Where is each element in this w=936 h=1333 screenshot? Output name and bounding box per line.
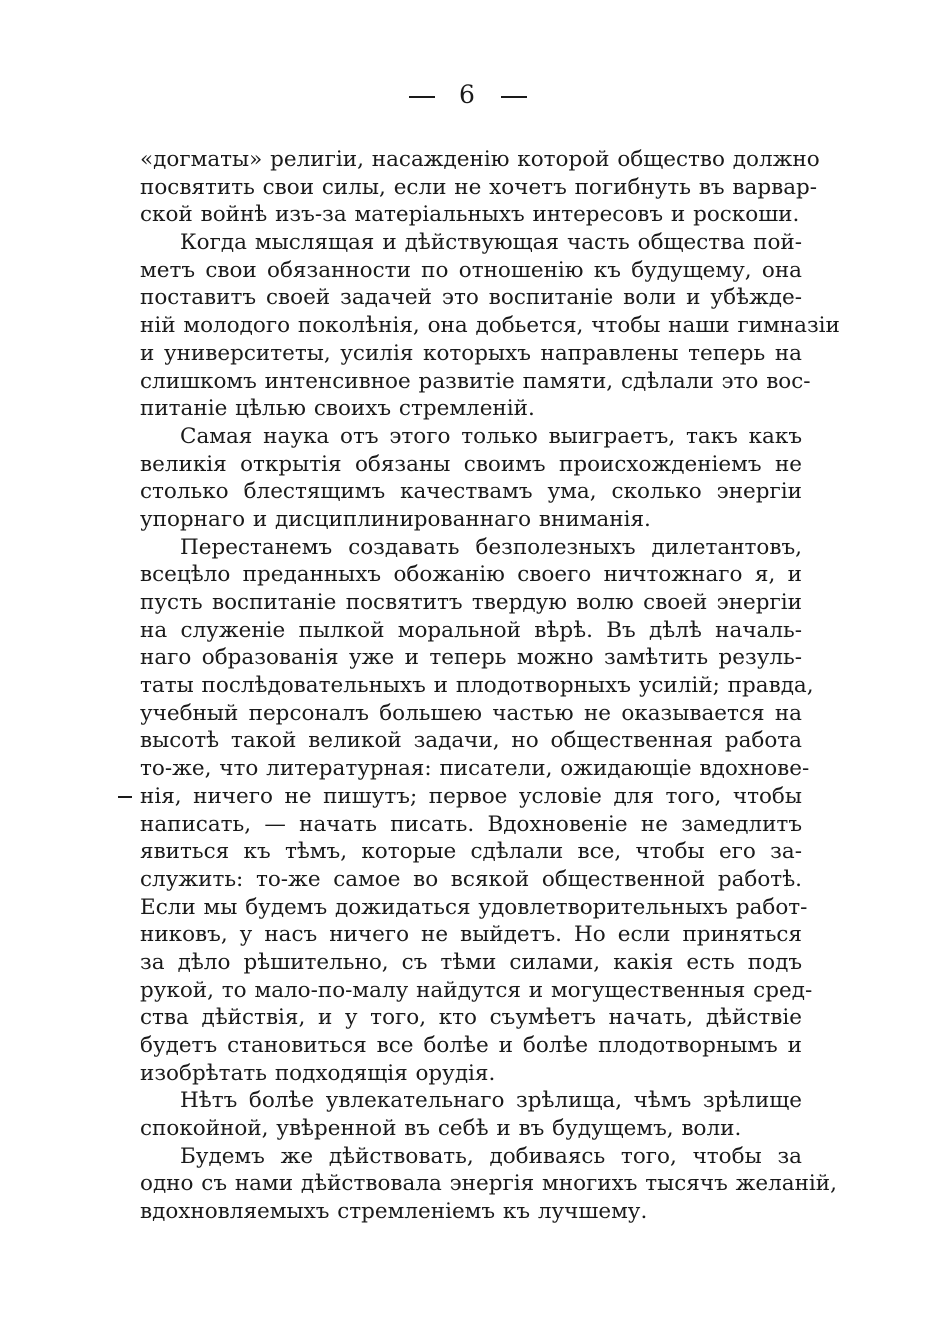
text-line: одно съ нами дѣйствовала энергія многихъ тысячъ желаній, <box>140 1171 837 1197</box>
text-line: Перестанемъ создавать безполезныхъ дилетантовъ, <box>180 534 802 560</box>
text-line: ской войнѣ изъ-за матеріальныхъ интересовъ и роскоши. <box>140 202 800 228</box>
text-line: ній молодого поколѣнія, она добьется, чтобы наши гимназіи <box>140 313 840 339</box>
paragraph <box>140 1087 802 1142</box>
page-number: 6 <box>459 80 477 109</box>
text-line: то-же, что литературная: писатели, ожидающіе вдохнове- <box>140 756 810 782</box>
text-line: Когда мыслящая и дѣйствующая часть общества пой- <box>180 230 802 256</box>
text-line: великія открытія обязаны своимъ происхожденіемъ не <box>140 451 802 477</box>
text-line: Нѣтъ болѣе увлекательнаго зрѣлища, чѣмъ зрѣлище <box>180 1088 802 1114</box>
page-header <box>0 80 936 109</box>
text-line: поставитъ своей задачей это воспитаніе воли и убѣжде- <box>140 285 802 311</box>
text-line: таты послѣдовательныхъ и плодотворныхъ усилій; правда, <box>140 673 814 699</box>
text-line: высотѣ такой великой задачи, но общественная работа <box>140 728 802 754</box>
right-dash <box>501 96 527 98</box>
text-line: столько блестящимъ качествамъ ума, сколько энергіи <box>140 479 802 505</box>
paragraph <box>140 1143 837 1226</box>
text-line: «догматы» религіи, насажденію которой общество должно <box>140 147 820 172</box>
text-line: явиться къ тѣмъ, которые сдѣлали все, чтобы его за- <box>140 839 802 865</box>
text-line: всецѣло преданныхъ обожанію своего ничтожнаго я, и <box>140 562 802 588</box>
text-line: нія, ничего не пишутъ; первое условіе для того, чтобы <box>140 783 802 809</box>
text-line: будетъ становиться все болѣе и болѣе плодотворнымъ и <box>140 1033 802 1058</box>
text-line: изобрѣтать подходящія орудія. <box>140 1060 496 1086</box>
paragraph <box>140 534 814 1088</box>
text-line: питаніе цѣлью своихъ стремленій. <box>140 396 535 422</box>
paragraph <box>140 229 840 423</box>
text-line: посвятить свои силы, если не хочетъ погибнуть въ варвар- <box>140 174 818 200</box>
left-dash <box>409 96 435 98</box>
text-line: пусть воспитаніе посвятитъ твердую волю своей энергіи <box>140 590 802 615</box>
text-line: и университеты, усилія которыхъ направлены теперь на <box>140 340 802 366</box>
paragraph <box>140 146 820 229</box>
text-line: ства дѣйствія, и у того, кто съумѣетъ начать, дѣйствіе <box>140 1005 802 1031</box>
text-line: Самая наука отъ этого только выиграетъ, такъ какъ <box>180 423 802 449</box>
text-line: Будемъ же дѣйствовать, добиваясь того, чтобы за <box>180 1143 802 1169</box>
text-line: наго образованія уже и теперь можно замѣтить резуль- <box>140 645 802 671</box>
text-line: Если мы будемъ дожидаться удовлетворительныхъ работ- <box>140 894 808 920</box>
text-line: написать, — начать писать. Вдохновеніе не замедлитъ <box>140 811 802 837</box>
paragraph <box>140 423 802 534</box>
text-line: упорнаго и дисциплинированнаго вниманія. <box>140 506 651 532</box>
text-line: за дѣло рѣшительно, съ тѣми силами, какія есть подъ <box>140 949 802 975</box>
text-line: служить: то-же самое во всякой общественной работѣ. <box>140 866 802 892</box>
text-line: на служеніе пылкой моральной вѣрѣ. Въ дѣлѣ началь- <box>140 617 802 643</box>
margin-mark <box>118 796 132 798</box>
text-line: рукой, то мало-по-малу найдутся и могущественныя сред- <box>140 977 813 1003</box>
body-text <box>140 146 840 1226</box>
text-line: никовъ, у насъ ничего не выйдетъ. Но если приняться <box>140 922 802 948</box>
text-line: учебный персоналъ большею частью не оказывается на <box>140 700 802 726</box>
text-line: метъ свои обязанности по отношенію къ будущему, она <box>140 257 802 283</box>
text-line: слишкомъ интенсивное развитіе памяти, сдѣлали это вос- <box>140 368 811 394</box>
text-line: спокойной, увѣренной въ себѣ и въ будущемъ, воли. <box>140 1116 742 1142</box>
text-line: вдохновляемыхъ стремленіемъ къ лучшему. <box>140 1199 648 1225</box>
